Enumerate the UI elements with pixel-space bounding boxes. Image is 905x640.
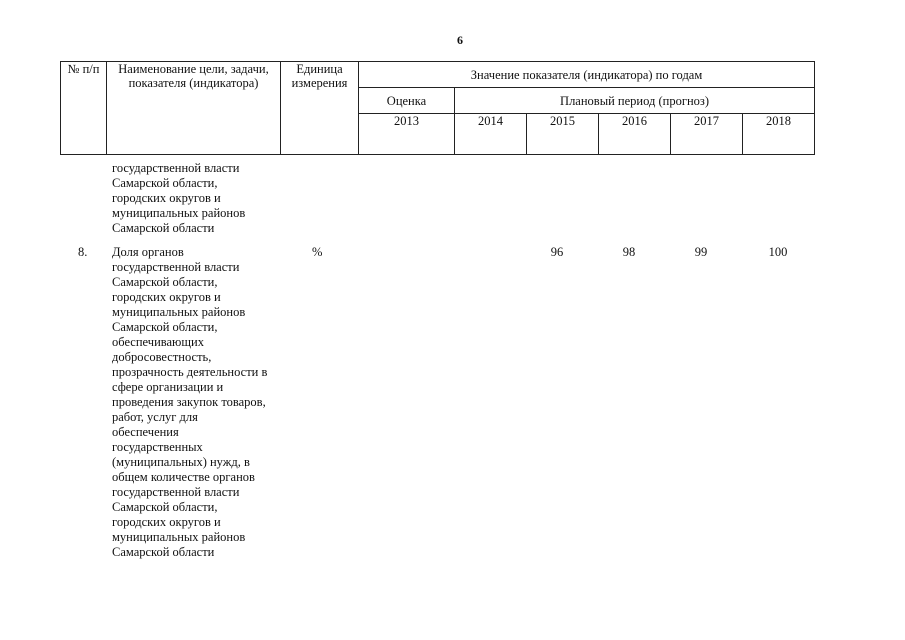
indicator-table-header xyxy=(60,61,815,155)
col-header-number: № п/п xyxy=(61,62,107,155)
year-2015: 2015 xyxy=(527,114,599,155)
year-2014: 2014 xyxy=(455,114,527,155)
row-value-2018: 100 xyxy=(768,245,788,259)
row-value-2016: 98 xyxy=(622,245,636,259)
col-header-values: Значение показателя (индикатора) по годам xyxy=(359,62,815,88)
row-indicator-name: Доля органов государственной власти Самарской области, городских округов и муниципальных районов Самарской области, обеспечивающих добросовестность, прозрачность деятельности в сфере организации и проведения закупок товаров, работ, услуг для обеспечения государственных (муниципальных) нужд, в общем количестве органов государственной власти Самарской области, городских округов и муниципальных районов Самарской области xyxy=(112,245,268,559)
continuation-text: государственной власти Самарской области, городских округов и муниципальных районов Самарской области xyxy=(112,161,246,235)
year-2017: 2017 xyxy=(671,114,743,155)
row-number: 8. xyxy=(78,245,88,259)
year-2016: 2016 xyxy=(599,114,671,155)
page-number: 6 xyxy=(457,33,463,47)
year-2018: 2018 xyxy=(743,114,815,155)
row-value-2015: 96 xyxy=(550,245,564,259)
col-header-name: Наименование цели, задачи, показателя (индикатора) xyxy=(107,62,281,155)
col-header-plan: Плановый период (прогноз) xyxy=(455,88,815,114)
row-unit: % xyxy=(312,245,323,259)
year-2013: 2013 xyxy=(359,114,455,155)
col-header-unit: Единица измерения xyxy=(281,62,359,155)
col-header-estimate: Оценка xyxy=(359,88,455,114)
row-value-2017: 99 xyxy=(694,245,708,259)
